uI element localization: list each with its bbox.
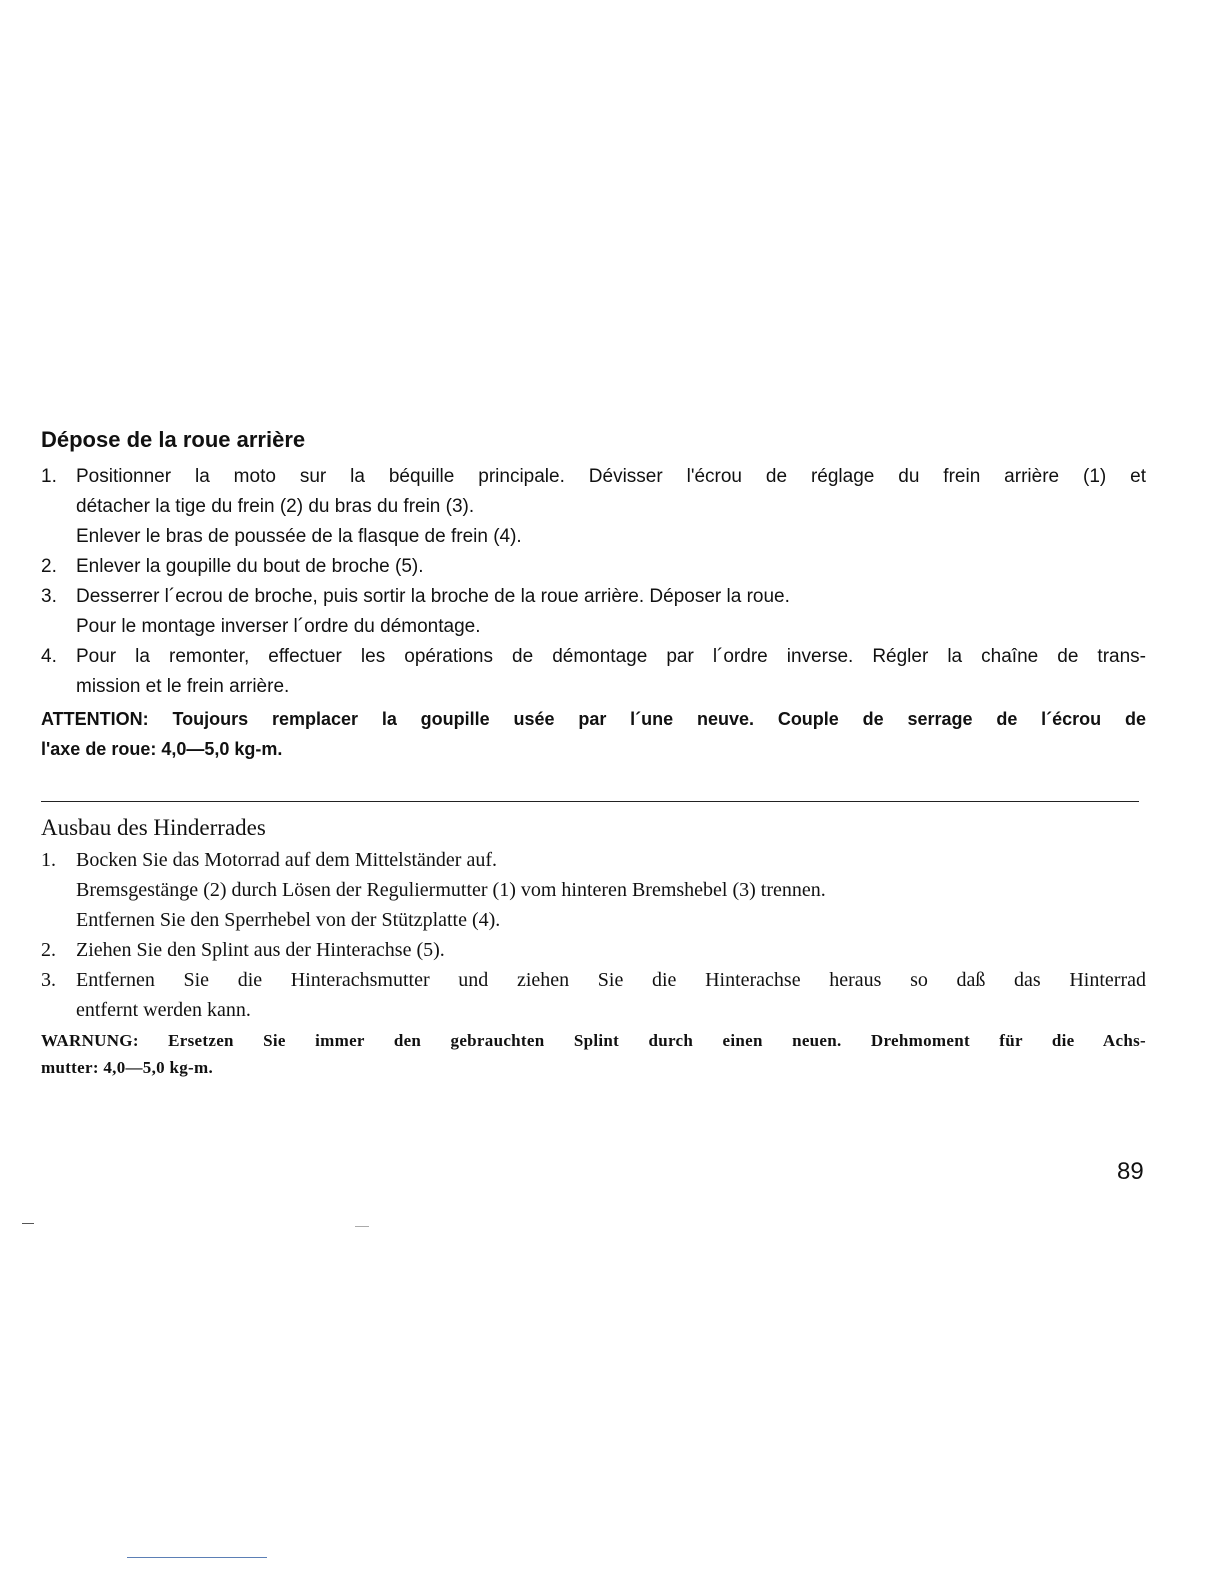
german-step-2 xyxy=(41,935,1146,965)
step-line: entfernt werden kann. xyxy=(76,999,251,1021)
french-step-2 xyxy=(41,552,1146,582)
step-line: Pour la remonter, effectuer les opérations de démontage par l´ordre inverse. Régler la chaîne de trans- xyxy=(76,646,1146,667)
step-number: 2. xyxy=(41,556,57,577)
german-step-3 xyxy=(41,965,1146,1025)
step-number: 1. xyxy=(41,466,57,487)
german-title: Ausbau des Hinderrades xyxy=(41,815,266,840)
step-number: 3. xyxy=(41,586,57,607)
scan-mark xyxy=(22,1223,34,1224)
step-line: Bocken Sie das Motorrad auf dem Mittelständer auf. xyxy=(76,849,497,871)
german-step-1 xyxy=(41,845,1146,935)
step-line: détacher la tige du frein (2) du bras du frein (3). xyxy=(76,496,475,517)
step-line: Pour le montage inverser l´ordre du démontage. xyxy=(76,616,481,637)
step-line: Entfernen Sie den Sperrhebel von der Stützplatte (4). xyxy=(76,909,501,931)
step-line: Ziehen Sie den Splint aus der Hinterachse (5). xyxy=(76,939,445,961)
step-line: Enlever la goupille du bout de broche (5). xyxy=(76,556,424,577)
french-steps xyxy=(41,462,1146,702)
step-line: mission et le frein arrière. xyxy=(76,676,290,697)
warning-line: WARNUNG: Ersetzen Sie immer den gebrauchten Splint durch einen neuen. Drehmoment für die Achs- xyxy=(41,1031,1146,1050)
scan-edge-line xyxy=(127,1557,267,1558)
section-divider xyxy=(41,801,1139,802)
french-step-1 xyxy=(41,462,1146,552)
step-number: 3. xyxy=(41,969,56,991)
step-line: Enlever le bras de poussée de la flasque de frein (4). xyxy=(76,526,522,547)
warning-line: ATTENTION: Toujours remplacer la goupille usée par l´une neuve. Couple de serrage de l´écrou de xyxy=(41,709,1146,729)
scan-mark xyxy=(355,1226,369,1227)
german-steps xyxy=(41,845,1146,1025)
step-number: 2. xyxy=(41,939,56,961)
warning-line: l'axe de roue: 4,0—5,0 kg-m. xyxy=(41,739,283,759)
french-step-3 xyxy=(41,582,1146,642)
german-warning xyxy=(41,1027,1146,1081)
french-section xyxy=(41,425,1146,764)
step-number: 1. xyxy=(41,849,56,871)
step-line: Desserrer l´ecrou de broche, puis sortir la broche de la roue arrière. Déposer la roue. xyxy=(76,586,790,607)
step-line: Entfernen Sie die Hinterachsmutter und ziehen Sie die Hinterachse heraus so daß das Hinterrad xyxy=(76,969,1146,991)
german-section xyxy=(41,813,1146,1081)
french-title: Dépose de la roue arrière xyxy=(41,427,306,452)
french-warning xyxy=(41,704,1146,764)
step-number: 4. xyxy=(41,646,57,667)
french-step-4 xyxy=(41,642,1146,702)
step-line: Bremsgestänge (2) durch Lösen der Reguliermutter (1) vom hinteren Bremshebel (3) trennen. xyxy=(76,879,826,901)
warning-line: mutter: 4,0—5,0 kg-m. xyxy=(41,1058,214,1077)
step-line: Positionner la moto sur la béquille principale. Dévisser l'écrou de réglage du frein arrière (1) et xyxy=(76,466,1146,487)
page-number: 89 xyxy=(1117,1158,1144,1185)
